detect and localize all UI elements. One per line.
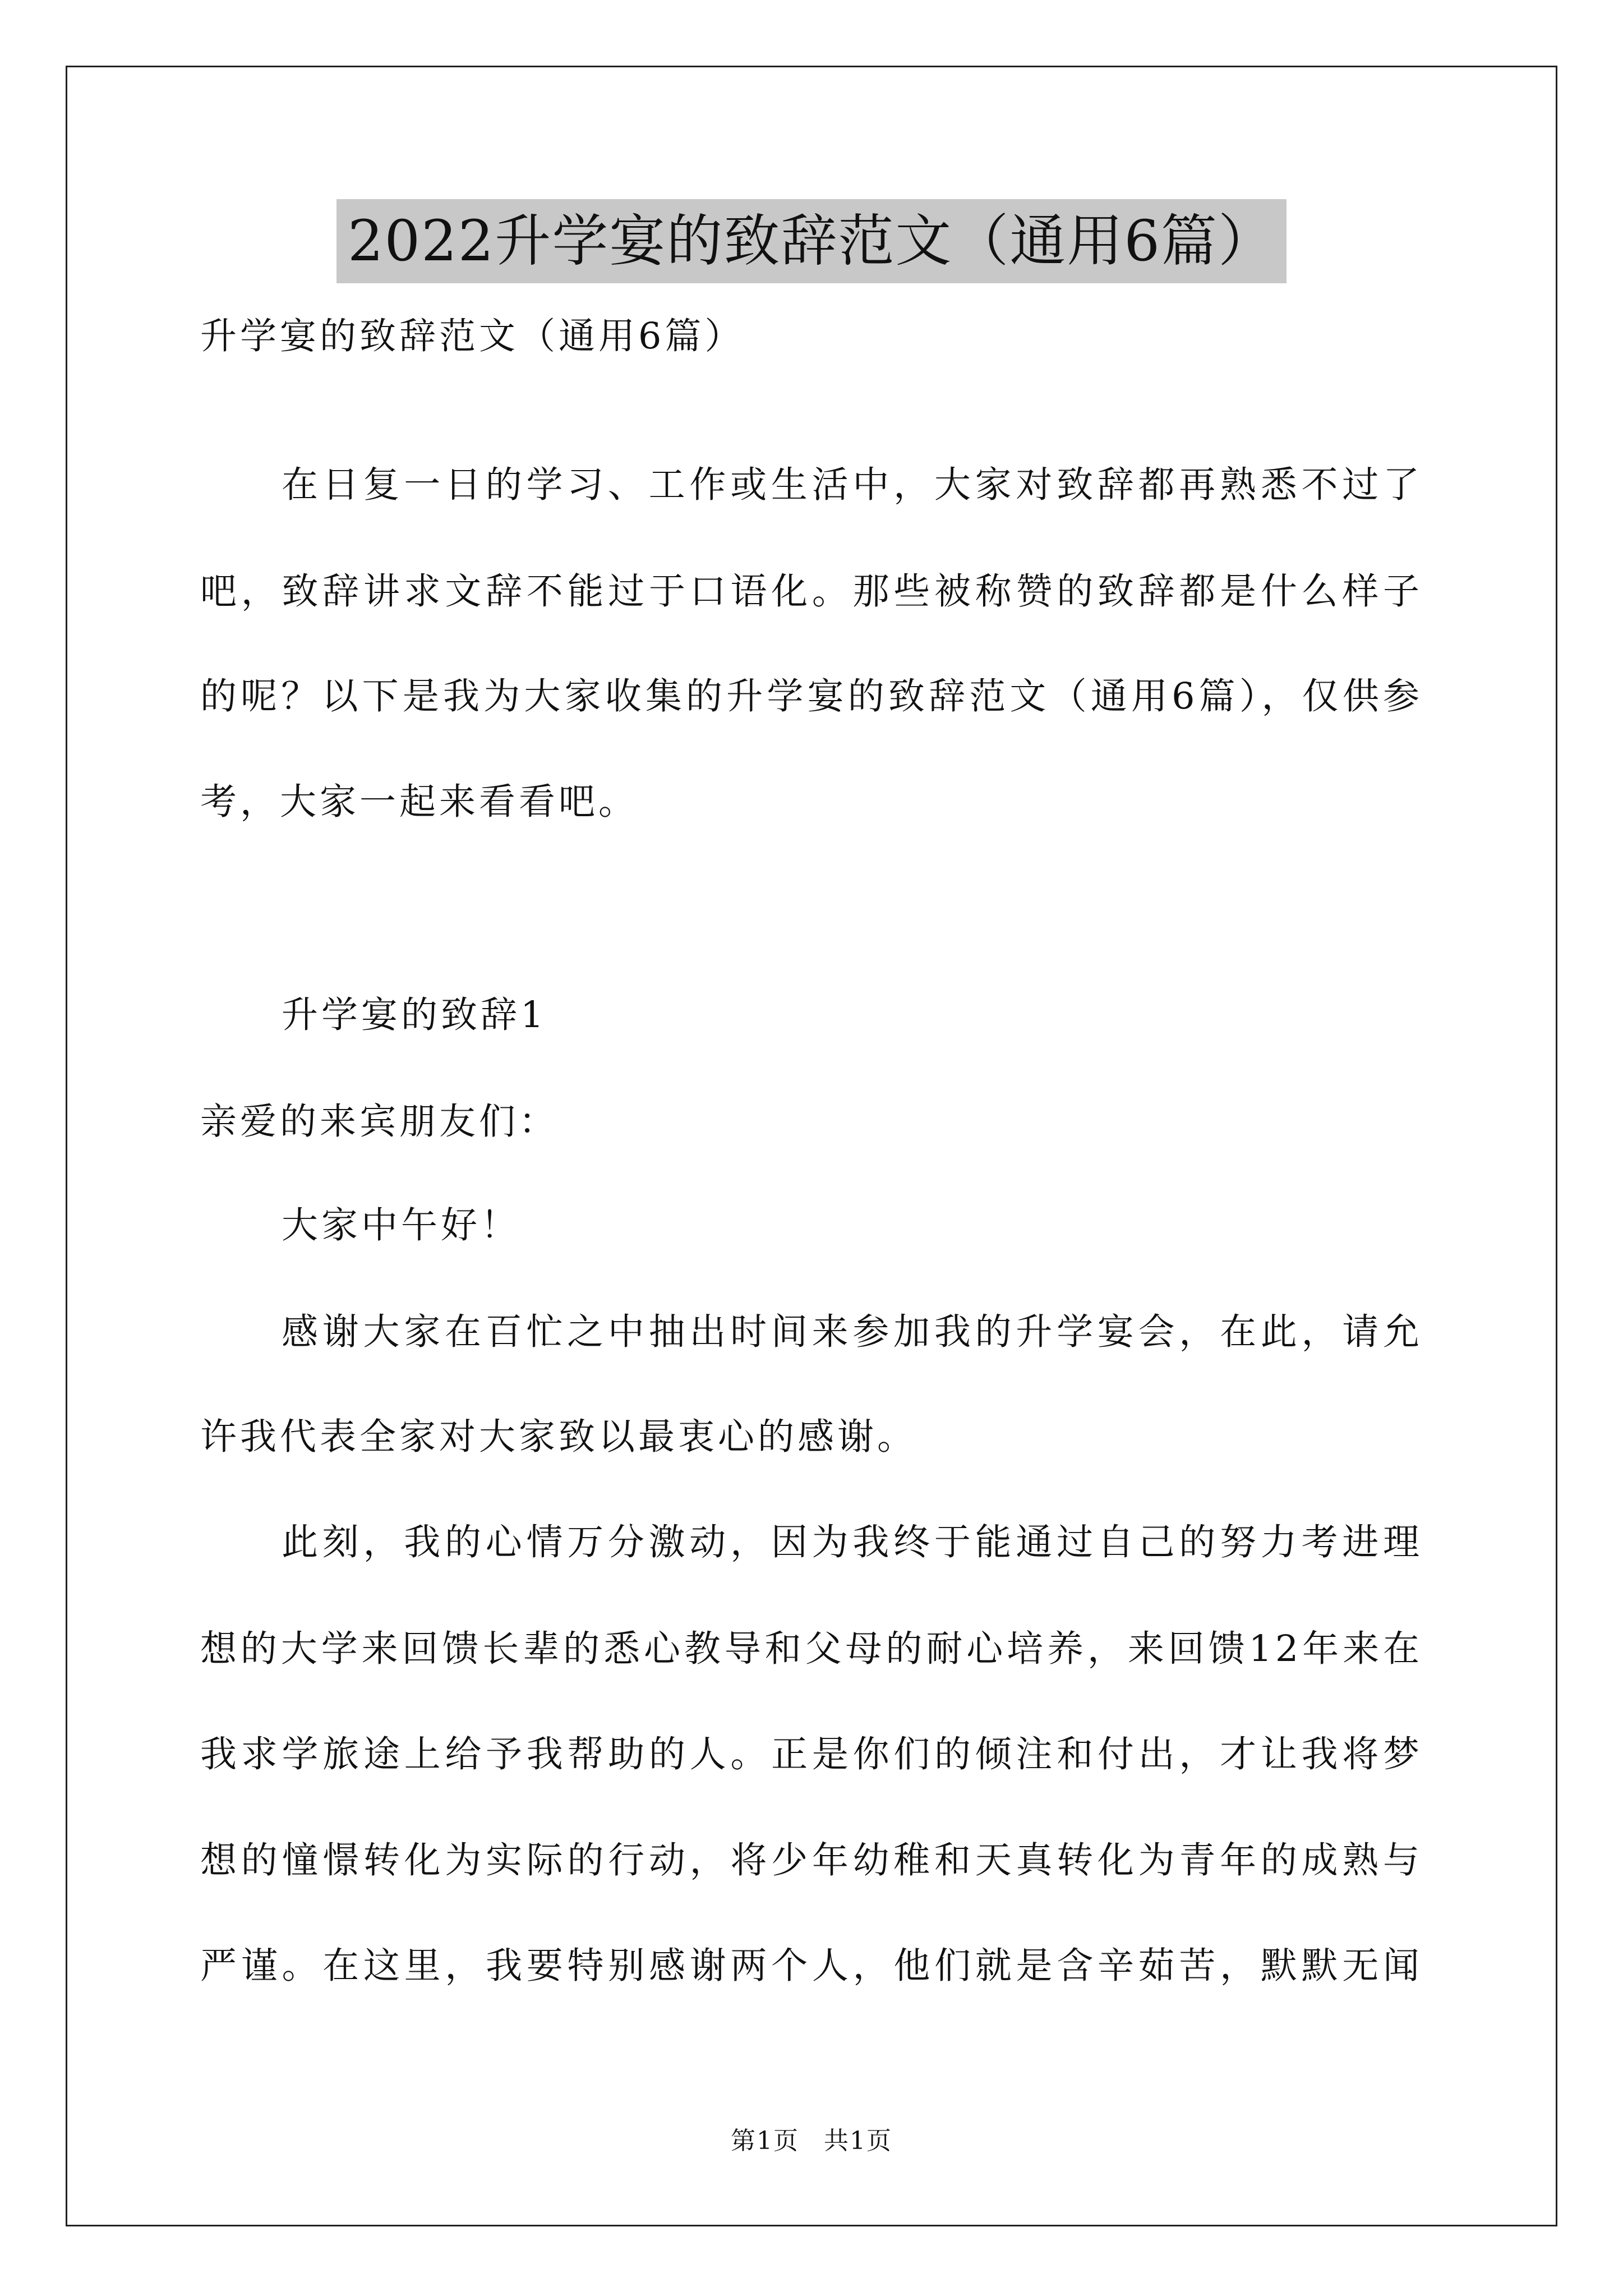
paragraph-line: 想的憧憬转化为实际的行动，将少年幼稚和天真转化为青年的成熟与 [200, 1839, 1423, 1881]
paragraph-line: 考，大家一起来看看吧。 [200, 781, 639, 823]
document-title: 2022升学宴的致辞范文（通用6篇） [336, 199, 1287, 283]
page-total: 共1页 [824, 2127, 892, 2155]
title-wrap [0, 199, 1623, 283]
greeting: 大家中午好！ [282, 1204, 521, 1246]
paragraph-line: 吧，致辞讲求文辞不能过于口语化。那些被称赞的致辞都是什么样子 [200, 570, 1423, 613]
salutation: 亲爱的来宾朋友们： [200, 1101, 559, 1143]
paragraph-line: 我求学旅途上给予我帮助的人。正是你们的倾注和付出，才让我将梦 [200, 1733, 1423, 1775]
subtitle: 升学宴的致辞范文（通用6篇） [200, 315, 745, 357]
page-footer [0, 2120, 1623, 2156]
paragraph-line: 此刻，我的心情万分激动，因为我终于能通过自己的努力考进理 [282, 1521, 1423, 1563]
paragraph-line: 想的大学来回馈长辈的悉心教导和父母的耐心培养，来回馈12年来在 [200, 1628, 1423, 1670]
paragraph-line: 严谨。在这里，我要特别感谢两个人，他们就是含辛茹苦，默默无闻 [200, 1945, 1423, 1987]
page-number: 第1页 [731, 2127, 799, 2155]
paragraph-line: 在日复一日的学习、工作或生活中，大家对致辞都再熟悉不过了 [282, 464, 1423, 506]
paragraph-line: 许我代表全家对大家致以最衷心的感谢。 [200, 1416, 917, 1458]
paragraph-line: 感谢大家在百忙之中抽出时间来参加我的升学宴会，在此，请允 [282, 1311, 1423, 1353]
paragraph-line: 的呢？以下是我为大家收集的升学宴的致辞范文（通用6篇），仅供参 [200, 675, 1423, 717]
section-heading: 升学宴的致辞1 [282, 994, 547, 1036]
